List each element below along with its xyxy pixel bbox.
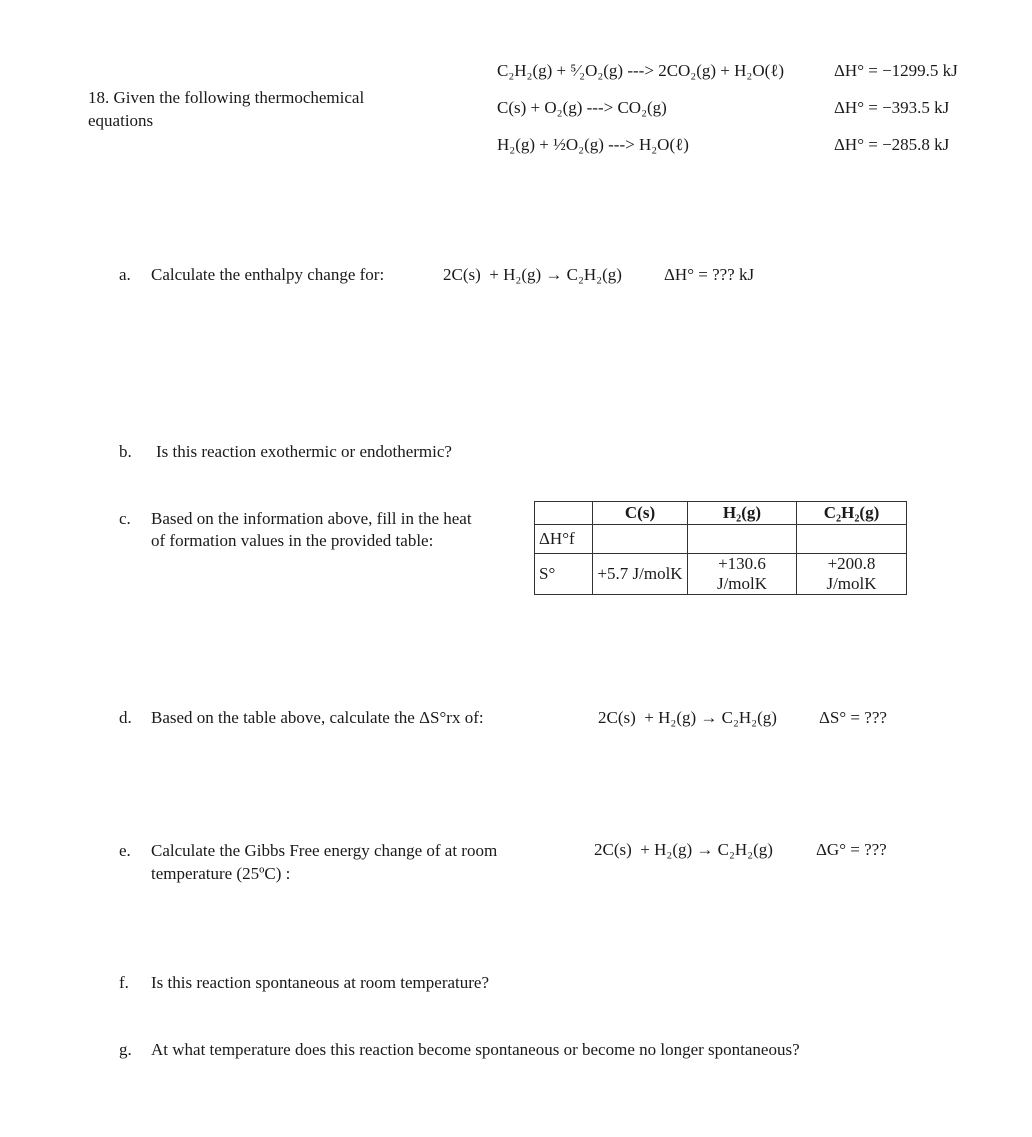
equation-2 [497,96,667,120]
part-d-value: ΔS° = ??? [819,708,887,727]
table-row-entropy-label: S° [535,554,593,595]
table-header-row [535,502,907,525]
part-e-line1: Calculate the Gibbs Free energy change of at room [151,841,498,860]
table-header-hydrogen: H₂(g) [688,502,797,525]
part-g-label: g. [119,1040,132,1059]
table-row-entropy [535,554,907,595]
table-corner [535,502,593,525]
table-cell-dhf-hydrogen[interactable] [688,525,797,554]
part-a-reaction: 2C(s) + H₂(g) → C₂H₂(g) [443,265,622,284]
equation-1-dh: ΔH° = −1299.5 kJ [834,61,958,80]
part-e-reaction: 2C(s) + H₂(g) → C₂H₂(g) [594,840,773,859]
part-c-label: c. [119,509,131,528]
part-e-line2: temperature (25ºC) : [151,864,291,883]
part-d-label: d. [119,708,132,727]
table-row-dhf-label: ΔH°f [535,525,593,554]
equation-2-reactants: C(s) + O₂(g) [497,98,583,117]
equation-1-reactants: C₂H₂(g) + ⁵⁄₂O₂(g) [497,61,624,80]
part-a-label: a. [119,265,131,284]
part-e-label: e. [119,841,131,860]
equation-2-products: CO₂(g) [617,98,667,117]
question-intro: 18. Given the following thermochemical equations [88,88,365,130]
table-header-carbon: C(s) [593,502,688,525]
equation-3 [497,133,689,157]
equation-3-products: H₂O(ℓ) [638,135,689,154]
part-f-label: f. [119,973,129,992]
part-b-label: b. [119,442,132,461]
part-d-text: Based on the table above, calculate the ΔS°rx of: [151,708,484,727]
part-a-text: Calculate the enthalpy change for: [151,265,385,284]
part-g-text: At what temperature does this reaction become spontaneous or become no longer spontaneous? [151,1040,800,1059]
part-c-line2: of formation values in the provided table: [151,531,434,550]
equation-3-arrow: ---> [603,135,639,154]
table-header-acetylene: C₂H₂(g) [797,502,907,525]
part-f-text: Is this reaction spontaneous at room temperature? [151,973,489,992]
equation-1 [497,59,784,83]
equation-1-arrow: ---> [623,61,659,80]
table-cell-dhf-carbon[interactable] [593,525,688,554]
equation-2-dh: ΔH° = −393.5 kJ [834,98,950,117]
part-b-text: Is this reaction exothermic or endothermic? [156,442,452,461]
thermo-table [534,501,907,595]
part-d-reaction: 2C(s) + H₂(g) → C₂H₂(g) [598,708,777,727]
table-cell-s-carbon: +5.7 J/molK [593,554,688,595]
table-cell-s-acetylene: +200.8 J/molK [797,554,907,595]
equation-1-products: 2CO₂(g) + H₂O(ℓ) [658,61,785,80]
part-e-value: ΔG° = ??? [816,840,887,859]
equation-2-arrow: ---> [582,98,618,117]
table-cell-s-hydrogen: +130.6 J/molK [688,554,797,595]
equation-3-dh: ΔH° = −285.8 kJ [834,135,950,154]
table-row-dhf [535,525,907,554]
table-cell-dhf-acetylene[interactable] [797,525,907,554]
part-a-value: ΔH° = ??? kJ [664,265,755,284]
equation-3-reactants: H₂(g) + ½O₂(g) [497,135,604,154]
part-c-line1: Based on the information above, fill in the heat [151,509,472,528]
